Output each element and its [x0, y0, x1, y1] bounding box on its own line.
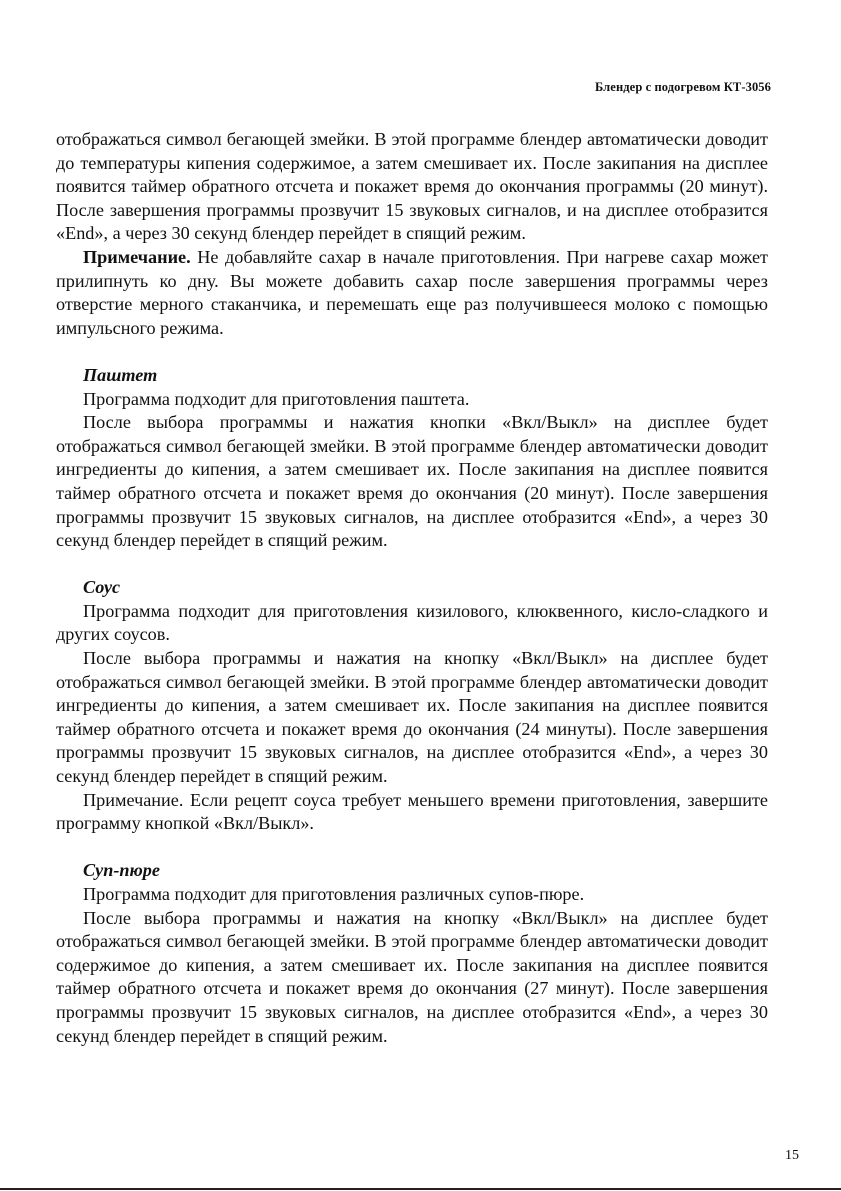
soup-paragraph: Программа подходит для приготовления различных супов-пюре.: [83, 884, 585, 904]
note-label: Примечание.: [83, 246, 191, 267]
bottom-rule: [0, 1188, 841, 1190]
intro-note-paragraph: [56, 246, 768, 340]
section-title-soup: Суп-пюре: [83, 860, 160, 881]
soup-paragraph: После выбора программы и нажатия на кнопку «Вкл/Выкл» на дисплее будет отображаться символ бегающей змейки. В этой программе блендер автоматически доводит содержимое до кипения, а затем смешивает их. После закипания на дисплее появится таймер обратного отсчета и покажет время до окончания (27 минут). После завершения программы прозвучит 15 звуковых сигналов, на дисплее отобразится «End», а через 30 секунд блендер перейдет в спящий режим.: [56, 907, 768, 1046]
note-text: Не добавляйте сахар в начале приготовления. При нагреве сахар может прилипнуть ко дну. Вы можете добавить сахар после завершения программы через отверстие мерного стаканчика, и перемешать еще раз получившееся молоко с помощью импульсного режима.: [56, 246, 768, 338]
pate-paragraph: После выбора программы и нажатия кнопки «Вкл/Выкл» на дисплее будет отображаться символ бегающей змейки. В этой программе блендер автоматически доводит ингредиенты до кипения, а затем смешивает их. После закипания на дисплее появится таймер обратного отсчета и покажет время до окончания (20 минут). После завершения программы прозвучит 15 звуковых сигналов, на дисплее отобразится «End», а через 30 секунд блендер перейдет в спящий режим.: [56, 412, 768, 551]
section-title-sauce: Соус: [83, 577, 121, 598]
page-number: 15: [785, 1148, 799, 1163]
sauce-note-paragraph: Примечание. Если рецепт соуса требует меньшего времени приготовления, завершите программу кнопкой «Вкл/Выкл».: [56, 789, 768, 834]
intro-paragraph: отображаться символ бегающей змейки. В этой программе блендер автоматически доводит до температуры кипения содержимое, а затем смешивает их. После закипания на дисплее появится таймер обратного отсчета и покажет время до окончания программы (20 минут). После завершения программы прозвучит 15 звуковых сигналов, и на дисплее отобразится «End», а через 30 секунд блендер перейдет в спящий режим.: [56, 129, 768, 244]
running-header: Блендер с подогревом КТ-3056: [594, 80, 771, 94]
pate-paragraph: Программа подходит для приготовления паштета.: [83, 388, 470, 409]
section-title-pate: Паштет: [83, 364, 158, 385]
sauce-paragraph: Программа подходит для приготовления кизилового, клюквенного, кисло-сладкого и других соусов.: [56, 600, 768, 645]
sauce-paragraph: После выбора программы и нажатия на кнопку «Вкл/Выкл» на дисплее будет отображаться символ бегающей змейки. В этой программе блендер автоматически доводит ингредиенты до кипения, а затем смешивает их. После закипания на дисплее появится таймер обратного отсчета и покажет время до окончания (24 минуты). После завершения программы прозвучит 15 звуковых сигналов, на дисплее отобразится «End», а через 30 секунд блендер перейдет в спящий режим.: [56, 648, 768, 787]
page-content: [56, 128, 768, 1048]
